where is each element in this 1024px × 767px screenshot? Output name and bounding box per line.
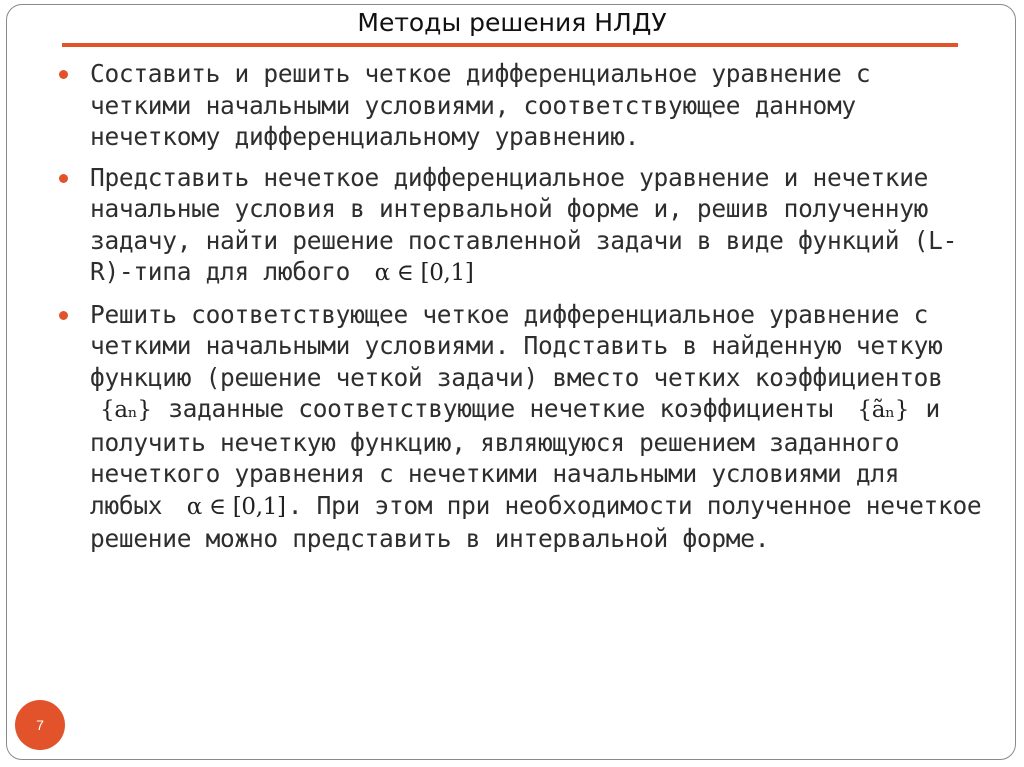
formula-crisp-coefficients: {aₙ} — [100, 397, 152, 423]
slide-title: Методы решения НЛДУ — [357, 8, 667, 37]
slide-content — [55, 58, 985, 564]
bullet-item-1 — [55, 58, 985, 153]
formula-alpha-interval-2: α ∈ [0,1] — [186, 493, 286, 520]
bullet-item-2 — [55, 162, 985, 290]
bullet-item-3 — [55, 299, 985, 555]
bullet-text-3b: заданные соответствующие нечеткие коэффициенты — [168, 394, 833, 423]
title-underline — [62, 43, 958, 47]
page-number-badge: 7 — [15, 700, 65, 750]
formula-fuzzy-coefficients: {ãₙ} — [857, 397, 910, 423]
bullet-dot-icon — [59, 174, 68, 183]
bullet-text-2: Представить нечеткое дифференциальное уравнение и нечеткие начальные условия в интервальной форме и, решив полученную задачу, найти решение поставленной задачи в виде функций (L-R)-типа для любого — [90, 162, 958, 286]
bullet-text-1: Составить и решить четкое дифференциальное уравнение с четкими начальными условиями, соответствующее данному нечеткому дифференциальному уравнению. — [90, 59, 871, 151]
bullet-dot-icon — [59, 311, 68, 320]
bullet-dot-icon — [59, 70, 68, 79]
bullet-text-3c: и получить нечеткую функцию, являющуюся решением заданного нечеткого уравнения с нечеткими начальными условиями для любых — [90, 394, 940, 520]
formula-alpha-interval: α ∈ [0,1] — [374, 260, 474, 286]
bullet-text-3d: . При этом при необходимости полученное нечеткое решение можно представить в интервальной форме. — [90, 490, 982, 553]
bullet-text-3a: Решить соответствующее четкое дифференциальное уравнение с четкими начальными условиями. Подставить в найденную четкую функцию (решение четкой задачи) вместо четких коэффициентов — [90, 299, 943, 392]
